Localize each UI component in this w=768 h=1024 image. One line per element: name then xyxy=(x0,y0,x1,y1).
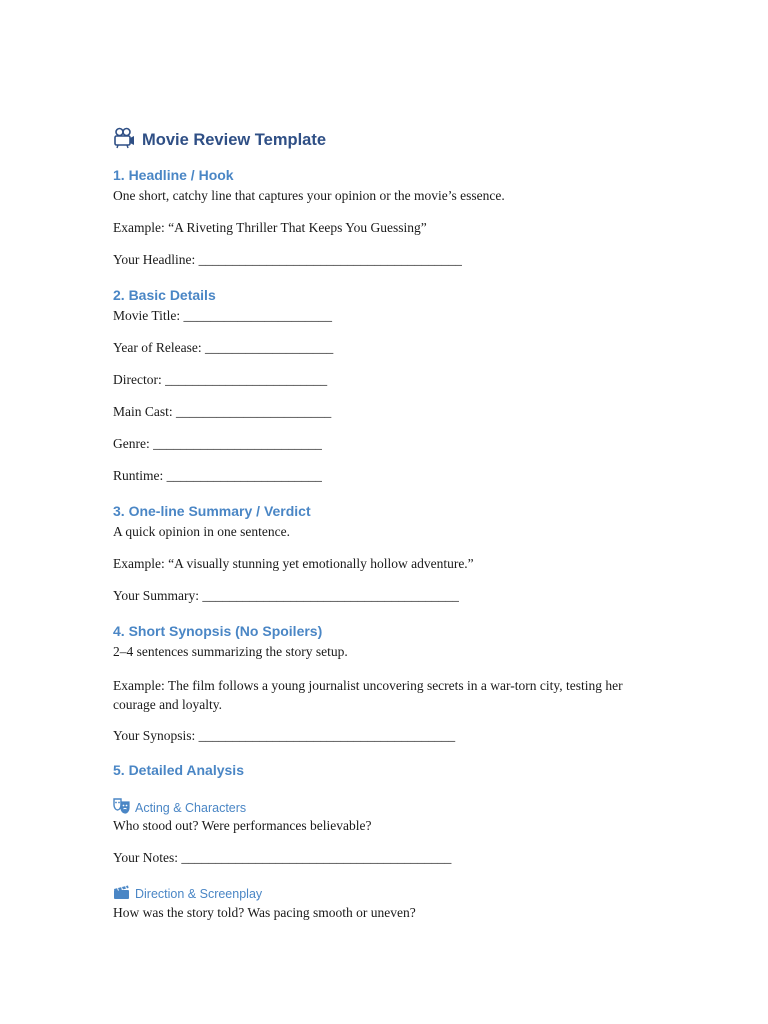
subsection-heading-acting xyxy=(113,798,246,817)
direction-description: How was the story told? Was pacing smooth or uneven? xyxy=(113,905,416,920)
section-heading-analysis: 5. Detailed Analysis xyxy=(113,762,244,778)
director-field[interactable]: Director: ________________________ xyxy=(113,372,328,387)
film-camera-icon xyxy=(113,127,135,153)
runtime-field[interactable]: Runtime: _______________________ xyxy=(113,468,322,483)
section-heading-summary: 3. One-line Summary / Verdict xyxy=(113,503,311,519)
main-cast-field[interactable]: Main Cast: _______________________ xyxy=(113,404,332,419)
summary-example: Example: “A visually stunning yet emotionally hollow adventure.” xyxy=(113,556,474,571)
acting-notes-field[interactable]: Your Notes: ________________________________________ xyxy=(113,850,452,865)
document-title xyxy=(113,127,326,153)
theater-masks-icon xyxy=(113,798,130,817)
genre-field[interactable]: Genre: _________________________ xyxy=(113,436,322,451)
synopsis-description: 2–4 sentences summarizing the story setup. xyxy=(113,644,348,659)
headline-example: Example: “A Riveting Thriller That Keeps You Guessing” xyxy=(113,220,427,235)
section-heading-headline: 1. Headline / Hook xyxy=(113,167,234,183)
section-heading-basic-details: 2. Basic Details xyxy=(113,287,216,303)
summary-field[interactable]: Your Summary: ______________________________________ xyxy=(113,588,459,603)
synopsis-field[interactable]: Your Synopsis: ______________________________________ xyxy=(113,728,456,743)
subsection-heading-acting-text: Acting & Characters xyxy=(135,800,247,815)
headline-field[interactable]: Your Headline: _______________________________________ xyxy=(113,252,462,267)
movie-title-field[interactable]: Movie Title: ______________________ xyxy=(113,308,333,323)
document-title-text: Movie Review Template xyxy=(142,130,327,149)
summary-description: A quick opinion in one sentence. xyxy=(113,524,290,539)
subsection-heading-direction-text: Direction & Screenplay xyxy=(135,886,263,901)
headline-description: One short, catchy line that captures your opinion or the movie’s essence. xyxy=(113,188,505,203)
clapperboard-icon xyxy=(113,884,130,903)
year-of-release-field[interactable]: Year of Release: ___________________ xyxy=(113,340,334,355)
synopsis-example: Example: The film follows a young journalist uncovering secrets in a war-torn city, testing her courage and loyalty. xyxy=(113,678,623,712)
acting-description: Who stood out? Were performances believable? xyxy=(113,818,372,833)
section-heading-synopsis: 4. Short Synopsis (No Spoilers) xyxy=(113,623,323,639)
subsection-heading-direction xyxy=(113,884,262,903)
